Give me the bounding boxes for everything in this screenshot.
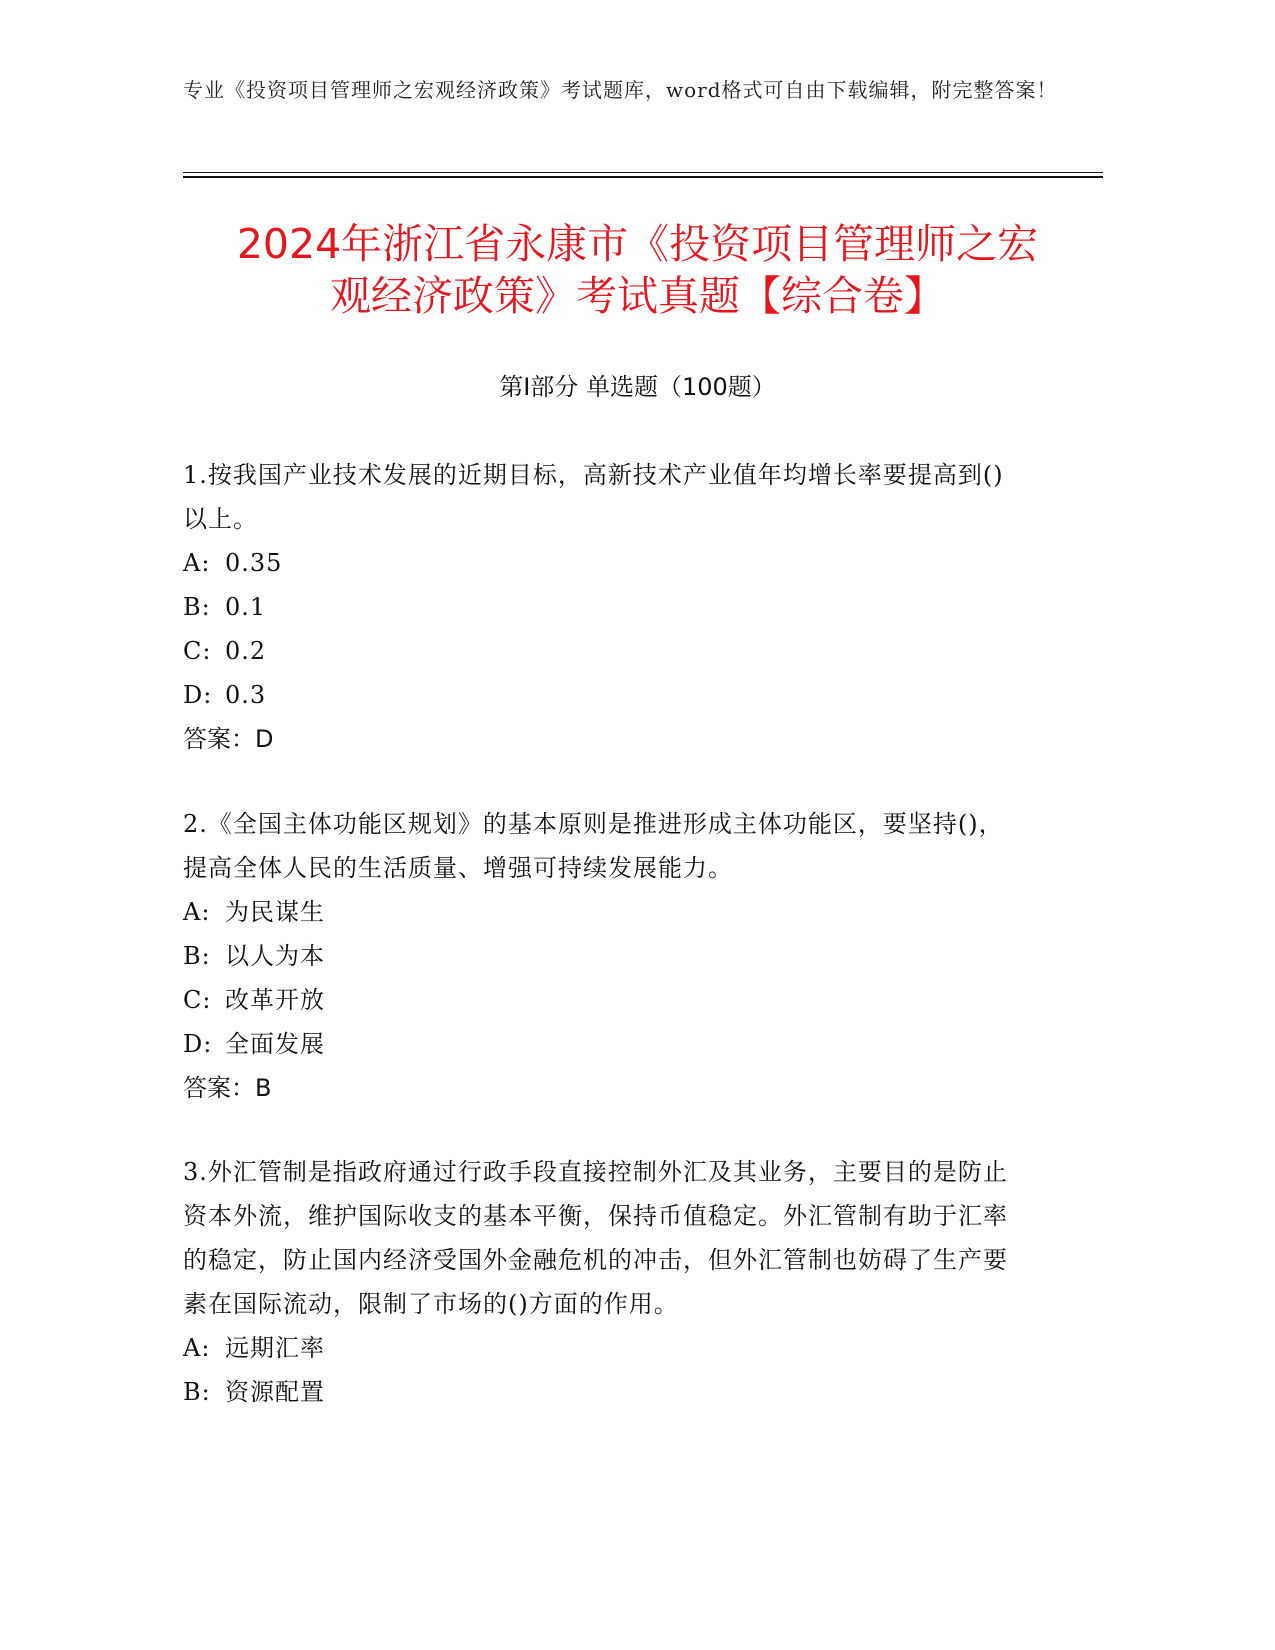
- header-note: 专业《投资项目管理师之宏观经济政策》考试题库，word格式可自由下载编辑，附完整答案！: [183, 78, 1058, 102]
- option-key: B:: [183, 942, 211, 970]
- option-text: 0.1: [225, 593, 267, 621]
- option-d: [183, 1022, 1023, 1066]
- option-text: 全面发展: [225, 1030, 325, 1058]
- option-text: 远期汇率: [225, 1334, 325, 1362]
- option-b: [183, 585, 1023, 629]
- option-text: 0.2: [225, 637, 267, 665]
- header-rule-thin: [183, 172, 1103, 173]
- option-c: [183, 978, 1023, 1022]
- question-1: [183, 453, 1023, 761]
- question-stem: 3.外汇管制是指政府通过行政手段直接控制外汇及其业务，主要目的是防止资本外流，维护国际收支的基本平衡，保持币值稳定。外汇管制有助于汇率的稳定，防止国内经济受国外金融危机的冲击，但外汇管制也妨碍了生产要素在国际流动，限制了市场的()方面的作用。: [183, 1158, 1008, 1318]
- option-text: 资源配置: [225, 1378, 325, 1406]
- option-text: 改革开放: [225, 986, 325, 1014]
- option-key: C:: [183, 986, 212, 1014]
- option-a: [183, 1326, 1023, 1370]
- question-stem: 1.按我国产业技术发展的近期目标，高新技术产业值年均增长率要提高到()以上。: [183, 461, 1004, 533]
- option-text: 以人为本: [225, 942, 325, 970]
- document-title-line-1: 2024年浙江省永康市《投资项目管理师之宏: [236, 220, 1039, 268]
- answer: 答案：B: [183, 1074, 272, 1102]
- option-key: B:: [183, 593, 211, 621]
- question-3: [183, 1150, 1023, 1414]
- option-key: B:: [183, 1378, 211, 1406]
- option-a: [183, 541, 1023, 585]
- option-text: 0.35: [225, 549, 283, 577]
- option-key: A:: [183, 549, 211, 577]
- answer: 答案：D: [183, 725, 274, 753]
- header-rule-thick: [183, 176, 1103, 178]
- option-text: 为民谋生: [225, 898, 325, 926]
- option-b: [183, 1370, 1023, 1414]
- option-key: C:: [183, 637, 212, 665]
- question-2: [183, 802, 1023, 1110]
- option-key: A:: [183, 898, 211, 926]
- document-title-line-2: 观经济政策》考试真题【综合卷】: [330, 272, 945, 320]
- option-b: [183, 934, 1023, 978]
- option-d: [183, 673, 1023, 717]
- question-stem: 2.《全国主体功能区规划》的基本原则是推进形成主体功能区，要坚持()，提高全体人民的生活质量、增强可持续发展能力。: [183, 810, 1004, 882]
- option-key: D:: [183, 1030, 213, 1058]
- option-text: 0.3: [225, 681, 267, 709]
- option-key: D:: [183, 681, 213, 709]
- section-title: 第I部分 单选题（100题）: [499, 373, 776, 401]
- document-title: [140, 218, 1135, 322]
- option-key: A:: [183, 1334, 211, 1362]
- option-c: [183, 629, 1023, 673]
- option-a: [183, 890, 1023, 934]
